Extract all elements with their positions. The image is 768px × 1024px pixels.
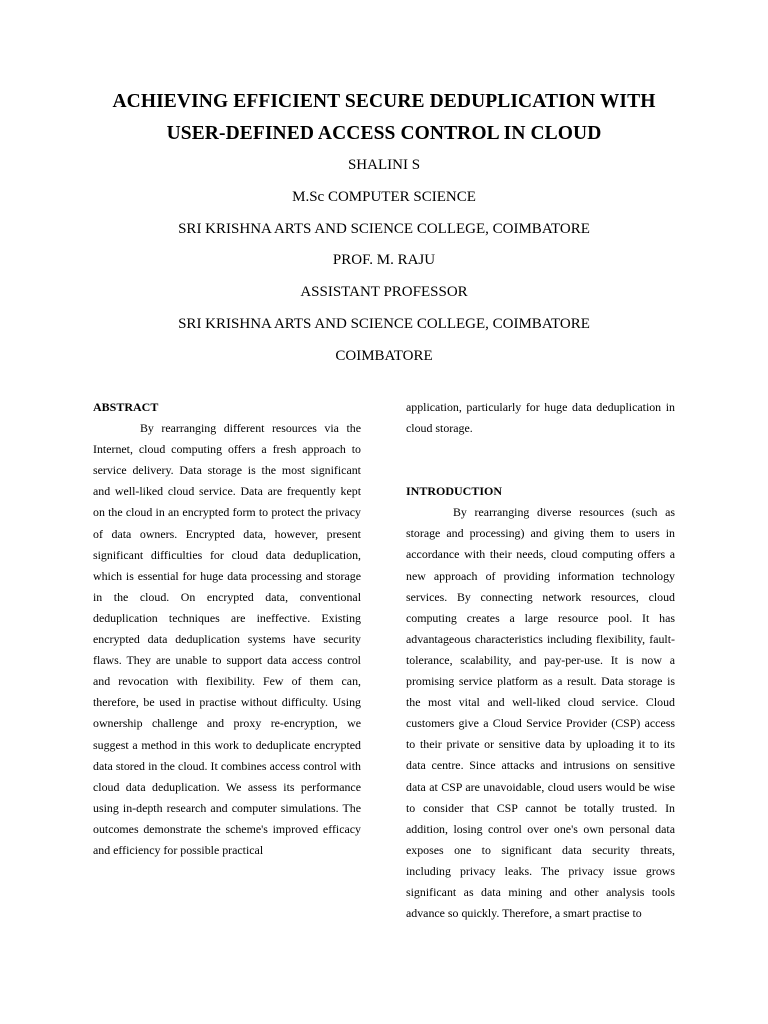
author-affiliation: SRI KRISHNA ARTS AND SCIENCE COLLEGE, COIMBATORE [178, 220, 590, 237]
coauthor-name: PROF. M. RAJU [332, 252, 436, 269]
paper-header [0, 86, 768, 373]
coauthor-affiliation: SRI KRISHNA ARTS AND SCIENCE COLLEGE, COIMBATORE [178, 315, 590, 332]
left-column [93, 397, 361, 861]
author-degree: M.Sc COMPUTER SCIENCE [292, 188, 476, 205]
abstract-heading: ABSTRACT [93, 400, 159, 414]
paper-title-line-2: USER-DEFINED ACCESS CONTROL IN CLOUD [166, 123, 602, 144]
paper-title-line-1: ACHIEVING EFFICIENT SECURE DEDUPLICATION WITH [112, 91, 656, 112]
introduction-heading: INTRODUCTION [406, 484, 503, 499]
author-location: COIMBATORE [335, 347, 433, 364]
section-spacer [406, 460, 675, 481]
author-name: SHALINI S [347, 157, 421, 173]
abstract-continuation: application, particularly for huge data deduplication in cloud storage. [406, 400, 675, 436]
introduction-body: By rearranging diverse resources (such as storage and processing) and giving them to users in accordance with their needs, cloud computing offers a new approach of providing information technology services. By connecting network resources, cloud computing creates a large resource pool. It has advantageous characteristics including flexibility, fault-tolerance, scalability, and pay-per-use. It is now a promising service platform as a result. Data storage is the most vital and well-liked cloud service. Cloud customers give a Cloud Service Provider (CSP) access to their private or sensitive data by uploading it to its data centre. Since attacks and intrusions on sensitive data at CSP are unavoidable, cloud users would be wise to consider that CSP cannot be totally trusted. In addition, losing control over one's own personal data exposes one to significant data security threats, including privacy leaks. The privacy issue grows significant as data mining and other analysis tools advance so quickly. Therefore, a smart practise to [406, 505, 675, 921]
section-spacer [406, 439, 675, 460]
coauthor-position: ASSISTANT PROFESSOR [300, 284, 468, 301]
abstract-body: By rearranging different resources via the Internet, cloud computing offers a fresh approach to service delivery. Data storage is the most significant and well-liked cloud service. Data are frequently kept on the cloud in an encrypted form to protect the privacy of data owners. Encrypted data, however, present significant difficulties for cloud data deduplication, which is essential for huge data processing and storage in the cloud. On encrypted data, conventional deduplication techniques are ineffective. Existing encrypted data deduplication systems have security flaws. They are unable to support data access control and revocation with flexibility. Few of them can, therefore, be used in practise without difficulty. Using ownership challenge and proxy re-encryption, we suggest a method in this work to deduplicate encrypted data stored in the cloud. It combines access control with cloud data deduplication. We assess its performance using in-depth research and computer simulations. The outcomes demonstrate the scheme's improved efficacy and efficiency for possible practical [93, 421, 361, 857]
right-column [406, 397, 675, 924]
